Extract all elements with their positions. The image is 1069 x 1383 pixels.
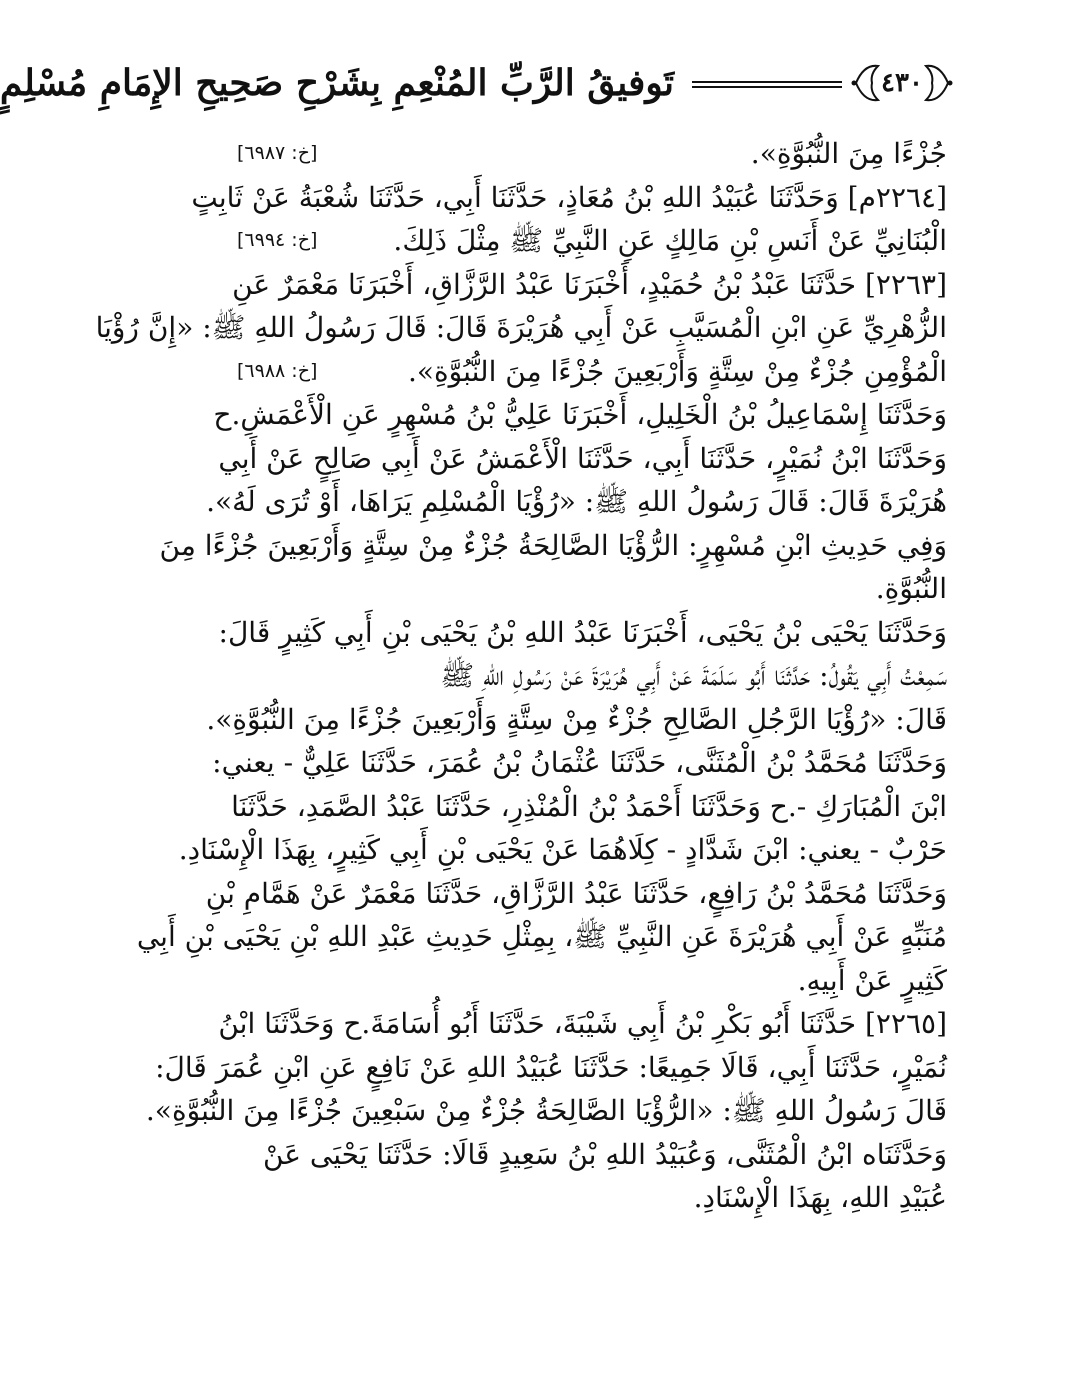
line-text: الْبُنَانِيِّ عَنْ أَنَسِ بْنِ مَالِكٍ عَنِ النَّبِيِّ ﷺ مِثْلَ ذَلِكَ. [393,224,947,257]
text-line [237,959,947,1003]
line-text: الزُّهْرِيِّ عَنِ ابْنِ الْمُسَيَّبِ عَنْ أَبِي هُرَيْرَةَ قَالَ: قَالَ رَسُولُ اللهِ ﷺ: «إِنَّ رُؤْيَا [95,311,947,344]
text-line [136,915,947,959]
bukhari-reference: [خ: ٦٩٨٧] [237,142,318,164]
line-text: وَحَدَّثَنَا ابْنُ نُمَيْرٍ، حَدَّثَنَا أَبِي، حَدَّثَنَا الْأَعْمَشُ عَنْ أَبِي صَالِحٍ عَنْ أَبِي [218,441,947,475]
text-line [191,176,947,220]
page-header [0,52,954,116]
line-text: [٢٢٦٣] حَدَّثَنَا عَبْدُ بْنُ حُمَيْدٍ، أَخْبَرَنَا عَبْدُ الرَّزَّاقِ، أَخْبَرَنَا مَعْمَرٌ عَنِ [232,267,947,301]
line-text: جُزْءًا مِنَ النُّبُوَّةِ». [750,137,947,170]
text-line [237,1176,947,1220]
line-text: النُّبُوَّةِ. [875,572,947,605]
text-line [206,480,947,524]
line-text: عُبَيْدِ اللهِ، بِهَذَا الْإِسْنَادِ. [693,1181,947,1214]
text-line [237,132,947,176]
line-text: هُرَيْرَةَ قَالَ: قَالَ رَسُولُ اللهِ ﷺ: «رُؤْيَا الْمُسْلِمِ يَرَاهَا، أَوْ تُرَى لَهُ». [206,485,947,518]
line-text: نُمَيْرٍ، حَدَّثَنَا أَبِي، قَالَا جَمِيعًا: حَدَّثَنَا عُبَيْدُ اللهِ عَنْ نَافِعٍ عَنِ ابْنِ عُمَرَ قَالَ: [155,1050,947,1084]
text-line [218,437,947,481]
text-line [213,393,947,437]
page-number: ٤٣٠ [881,68,923,98]
text-line [231,785,947,829]
line-text: حَرْبٌ - يعني: ابْنَ شَدَّادٍ - كِلَاهُمَا عَنْ يَحْيَى بْنِ أَبِي كَثِيرٍ، بِهَذَا الْإِسْنَادِ. [178,833,947,866]
bukhari-reference: [خ: ٦٩٨٨] [237,359,318,382]
line-text: قَالَ رَسُولُ اللهِ ﷺ: «الرُّؤْيَا الصَّالِحَةُ جُزْءٌ مِنْ سَبْعِينَ جُزْءًا مِنَ النُّبُوَّةِ». [145,1094,947,1127]
line-text: وَحَدَّثَنَا إِسْمَاعِيلُ بْنُ الْخَلِيلِ، أَخْبَرَنَا عَلِيُّ بْنُ مُسْهِرٍ عَنِ الْأَعْمَشِ.ح [213,398,947,431]
text-line [159,524,947,568]
book-title: تَوفيقُ الرَّبِّ المُنْعِمِ بِشَرْحِ صَحِيحِ الإِمَامِ مُسْلِمٍ [0,62,674,104]
line-text: [٢٢٦٤م] وَحَدَّثَنَا عُبَيْدُ اللهِ بْنُ مُعَاذٍ، حَدَّثَنَا أَبِي، حَدَّثَنَا شُعْبَةُ عَنْ ثَابِتٍ [191,180,947,214]
text-line [205,872,947,916]
text-line [237,219,947,263]
page-number-ornament [850,58,954,108]
text-line [237,1133,947,1177]
text-line [178,828,947,872]
line-text: كَثِيرٍ عَنْ أَبِيهِ. [797,963,947,997]
text-line [212,741,947,785]
hadith-text-block [95,132,947,1220]
text-line [232,263,947,307]
text-line [237,654,947,698]
header-rule [692,81,842,88]
line-text: قَالَ: «رُؤْيَا الرَّجُلِ الصَّالِحِ جُزْءٌ مِنْ سِتَّةٍ وَأَرْبَعِينَ جُزْءًا مِنَ النُّبُوَّةِ». [206,702,947,736]
line-text: الْمُؤْمِنِ جُزْءٌ مِنْ سِتَّةٍ وَأَرْبَعِينَ جُزْءًا مِنَ النُّبُوَّةِ». [407,354,947,388]
bukhari-reference: [خ: ٦٩٩٤] [237,229,318,251]
line-text: وَحَدَّثَنَاه ابْنُ الْمُثَنَّى، وَعُبَيْدُ اللهِ بْنُ سَعِيدٍ قَالَا: حَدَّثَنَا يَحْيَى عَنْ [262,1137,947,1171]
line-text: سَمِعْتُ أَبِي يَقُولُ: حَدَّثَنَا أَبُو سَلَمَةَ عَنْ أَبِي هُرَيْرَةَ عَنْ رَسُولِ اللهِ ﷺ [440,659,947,692]
line-text: ابْنَ الْمُبَارَكِ -.ح وَحَدَّثَنَا أَحْمَدُ بْنُ الْمُنْذِرِ، حَدَّثَنَا عَبْدُ الصَّمَدِ، حَدَّثَنَا [231,789,947,823]
text-line [237,567,947,611]
text-line [237,350,947,394]
text-line [145,1089,947,1133]
line-text: وَحَدَّثَنَا مُحَمَّدُ بْنُ رَافِعٍ، حَدَّثَنَا عَبْدُ الرَّزَّاقِ، حَدَّثَنَا مَعْمَرٌ عَنْ هَمَّامِ بْنِ [205,876,947,910]
line-text: وَحَدَّثَنَا يَحْيَى بْنُ يَحْيَى، أَخْبَرَنَا عَبْدُ اللهِ بْنُ يَحْيَى بْنِ أَبِي كَثِيرٍ قَالَ: [218,615,947,649]
line-text: مُنَبِّهٍ عَنْ أَبِي هُرَيْرَةَ عَنِ النَّبِيِّ ﷺ، بِمِثْلِ حَدِيثِ عَبْدِ اللهِ بْنِ يَحْيَى بْنِ أَبِي [136,920,947,953]
text-line [206,698,947,742]
line-text: وَفِي حَدِيثِ ابْنِ مُسْهِرٍ: الرُّؤْيَا الصَّالِحَةُ جُزْءٌ مِنْ سِتَّةٍ وَأَرْبَعِينَ جُزْءًا مِنَ [159,528,947,562]
line-text: [٢٢٦٥] حَدَّثَنَا أَبُو بَكْرِ بْنُ أَبِي شَيْبَةَ، حَدَّثَنَا أَبُو أُسَامَةَ.ح وَحَدَّثَنَا ابْنُ [218,1007,947,1040]
text-line [218,1002,947,1046]
text-line [218,611,947,655]
text-line [95,306,947,350]
text-line [155,1046,947,1090]
line-text: وَحَدَّثَنَا مُحَمَّدُ بْنُ الْمُثَنَّى، حَدَّثَنَا عُثْمَانُ بْنُ عُمَرَ، حَدَّثَنَا عَلِيٌّ - يعني: [212,746,947,779]
